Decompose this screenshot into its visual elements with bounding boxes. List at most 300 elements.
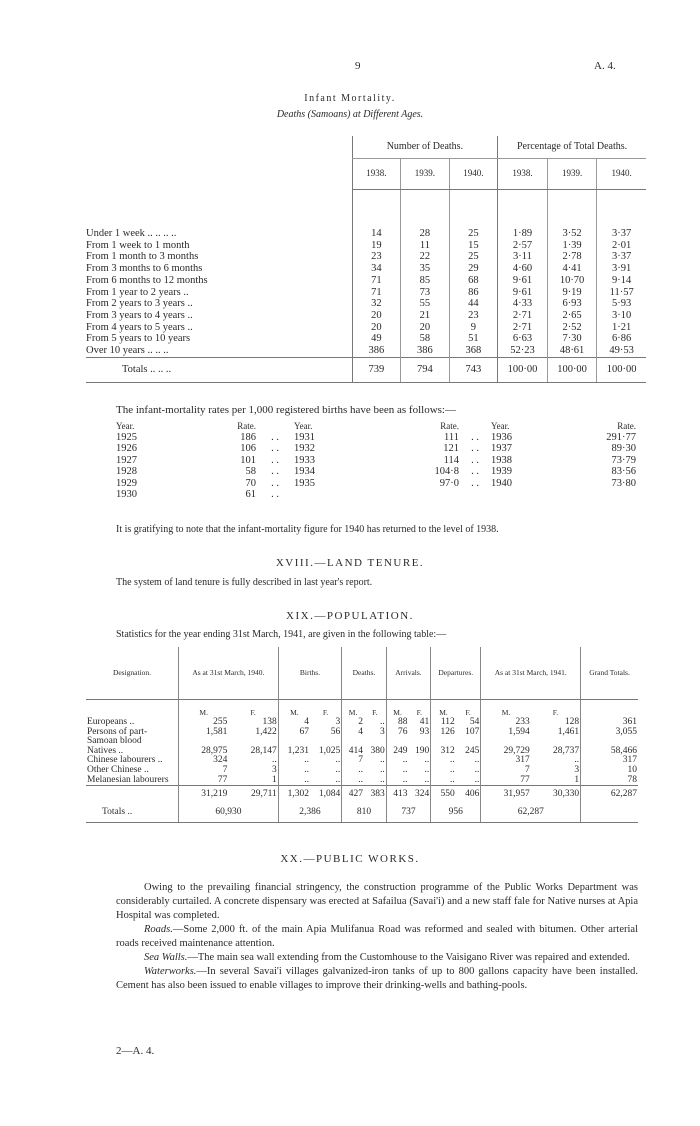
infant-mortality-subheading: Deaths (Samoans) at Different Ages. [276,109,424,120]
rate-row [116,489,636,500]
sum-cell: 427 [342,786,364,805]
population-cell: 1,581 [179,728,229,738]
grand-total-cell: 2,386 [278,804,341,823]
rates-intro: The infant-mortality rates per 1,000 registered births have been as follows:— [116,404,456,416]
population-cell: 1,025 [318,745,341,756]
rate-year [491,489,591,500]
male-header: M. [278,700,310,719]
rate-year: 1926 [116,443,137,455]
sum-cell: 383 [364,786,386,805]
value-cell: 1·21 [597,322,646,334]
population-cell: .. [335,755,341,766]
value-cell: 23 [449,310,498,322]
value-cell: 3·37 [597,228,646,240]
rate-value: 104·8 [434,466,459,478]
rate-row [116,432,636,443]
grand-total-cell: 810 [342,804,387,823]
value-cell: 11 [401,240,450,252]
rate-value: 58 [245,466,256,478]
population-cell: 54 [469,717,480,727]
value-cell: 386 [352,345,401,357]
total-cell: 743 [449,357,498,382]
rate-value: 114 [443,454,459,466]
value-cell: 2·71 [498,322,548,334]
sum-cell: 1,084 [310,786,342,805]
value-cell: 35 [401,263,450,275]
population-cell: .. [379,774,385,785]
population-row [86,776,638,786]
value-cell: 71 [352,287,401,299]
age-label: From 5 years to 10 years [86,333,191,345]
total-cell: 794 [401,357,450,382]
rate-value [404,489,459,500]
value-cell: 23 [352,251,401,263]
year-header: 1939. [401,159,450,190]
population-cell: 67 [278,728,310,738]
population-cell: .. [342,766,364,776]
population-cell: .. [335,774,341,785]
population-cell: 7 [342,756,364,766]
value-cell: 2·01 [597,240,646,252]
population-cell: 128 [564,717,580,727]
value-cell: 14 [352,228,401,240]
rate-value: 101 [240,454,256,466]
value-cell: 85 [401,275,450,287]
blank-cell [581,804,638,823]
population-cell: 4 [342,728,364,738]
population-header: As at 31st March, 1940. [179,647,279,700]
population-cell: .. [386,776,408,786]
population-cell: 361 [581,718,638,728]
population-cell: .. [278,756,310,766]
population-cell: 3 [335,717,341,727]
infant-totals-row [86,357,646,382]
age-row [86,310,646,322]
value-cell: 7·30 [547,333,597,345]
population-cell: 190 [414,745,430,756]
value-cell: 4·33 [498,298,548,310]
age-label: From 1 month to 3 months [86,251,199,263]
population-cell: 10 [581,766,638,776]
age-row [86,228,646,240]
population-cell: 317 [581,756,638,766]
age-label: From 3 years to 4 years .. [86,309,193,321]
population-table [86,647,638,823]
page-number: 9 [355,60,361,72]
rate-year [294,489,404,500]
total-cell: 100·00 [597,357,646,382]
sea-walls-lead: Sea Walls. [144,952,188,963]
population-cell: 3,055 [581,728,638,738]
value-cell: 49·53 [597,345,646,357]
population-cell: 107 [465,726,480,737]
value-cell: 3·52 [547,228,597,240]
col-rate-header: Rate. [237,421,256,431]
rate-value: 121 [443,443,459,455]
value-cell: 3·11 [498,251,548,263]
rate-dots: . . [471,432,479,443]
age-row [86,298,646,310]
percentage-group-header: Percentage of Total Deaths. [498,136,646,159]
value-cell: 368 [449,345,498,357]
population-cell: .. [379,717,385,727]
age-label: Over 10 years .. .. .. [86,345,169,357]
value-cell: 58 [401,333,450,345]
value-cell: 9 [449,322,498,334]
population-cell: .. [272,755,277,766]
rate-value [591,489,636,500]
rate-row [116,466,636,477]
population-heading: XIX.—POPULATION. [286,610,414,622]
sum-cell: 31,219 [179,786,229,805]
population-cell: .. [342,776,364,786]
population-cell: 77 [179,776,229,786]
sum-cell: 1,302 [278,786,310,805]
rate-dots: . . [271,443,279,455]
population-header: Arrivals. [386,647,431,700]
rate-value: 70 [245,477,256,489]
value-cell: 68 [449,275,498,287]
waterworks-lead: Waterworks. [144,966,197,977]
population-row [86,728,638,738]
value-cell: 386 [401,345,450,357]
population-header: Deaths. [342,647,387,700]
year-header: 1940. [449,159,498,190]
value-cell: 6·93 [547,298,597,310]
col-rate-header: Rate. [440,421,459,431]
population-totals-row [86,804,638,823]
rate-value: 89·30 [611,443,636,455]
population-cell: 78 [581,776,638,786]
designation-label: Natives .. [87,745,124,756]
value-cell: 48·61 [547,345,597,357]
rate-year: 1927 [116,454,137,466]
sea-walls-text: —The main sea wall extending from the Customhouse to the Vaisigano River was repaired and extended. [187,952,630,963]
value-cell: 52·23 [498,345,548,357]
roads-lead: Roads. [144,924,173,935]
land-tenure-heading: XVIII.—LAND TENURE. [275,557,425,569]
value-cell: 2·65 [547,310,597,322]
age-label: From 2 years to 3 years .. [86,298,193,310]
population-cell: .. [386,756,408,766]
rate-year: 1933 [294,454,315,466]
population-cell: 2 [342,718,364,728]
population-cell: 77 [481,776,531,786]
population-header: Grand Totals. [581,647,638,700]
value-cell: 28 [401,228,450,240]
population-intro: Statistics for the year ending 31st March, 1941, are given in the following table:— [116,629,447,640]
age-row [86,275,646,287]
age-row [86,251,646,263]
population-cell: 1,422 [255,726,277,737]
population-cell: 1 [272,774,277,785]
male-header: M. [342,700,364,719]
public-works-heading: XX.—PUBLIC WORKS. [280,853,420,865]
rates-note: It is gratifying to note that the infant-mortality figure for 1940 has returned to the level of 1938. [116,524,499,535]
designation-label: Europeans .. [87,717,135,727]
population-cell: .. [278,766,310,776]
value-cell: 49 [352,333,401,345]
page-reference: A. 4. [594,60,616,72]
rate-dots: . . [471,454,479,466]
age-row [86,263,646,275]
value-cell: 20 [401,322,450,334]
female-header: F. [250,708,256,718]
population-cell: .. [431,776,456,786]
age-label: From 3 months to 6 months [86,263,203,275]
population-cell: .. [474,764,480,775]
totals-label: Totals .. [86,804,179,823]
population-cell: .. [474,755,480,766]
population-cell: 249 [386,747,408,757]
infant-mortality-heading: Infant Mortality. [304,93,396,104]
value-cell: 51 [449,333,498,345]
rate-row [116,478,636,489]
population-cell: 28,737 [553,745,580,756]
sum-cell: 413 [386,786,408,805]
rate-dots: . . [271,466,279,478]
female-header: F. [465,708,471,718]
rate-year: 1937 [491,443,512,455]
grand-total-cell: 62,287 [481,804,581,823]
rate-year: 1936 [491,432,512,443]
population-header: As at 31st March, 1941. [481,647,581,700]
value-cell: 22 [401,251,450,263]
value-cell: 25 [449,251,498,263]
value-cell: 32 [352,298,401,310]
value-cell: 25 [449,228,498,240]
rate-dots: . . [271,432,279,443]
value-cell: 10·70 [547,275,597,287]
rate-value: 186 [240,432,256,443]
rate-year: 1939 [491,466,512,478]
population-cell: 28,975 [179,747,229,757]
sum-cell: 30,330 [531,786,581,805]
page-footer: 2—A. 4. [116,1045,155,1057]
age-row [86,333,646,345]
age-row [86,287,646,299]
population-cell: .. [574,755,580,766]
rate-row [116,443,636,454]
male-header: M. [481,700,531,719]
population-cell: 233 [481,718,531,728]
designation-label: Samoan blood [87,736,142,747]
year-header: 1938. [498,159,548,190]
population-cell: 56 [330,726,341,737]
age-row [86,240,646,252]
roads-text: —Some 2,000 ft. of the main Apia Mulifanua Road was reformed and sealed with bitumen. Other arterial roads received maintenance attention. [116,924,638,949]
rate-year: 1928 [116,466,137,478]
value-cell: 20 [352,310,401,322]
male-header: M. [179,700,229,719]
population-cell: 88 [386,718,408,728]
sum-cell: 31,957 [481,786,531,805]
population-cell: 1 [574,774,580,785]
col-year-header: Year. [294,421,313,431]
value-cell: 11·57 [597,287,646,299]
female-header: F. [552,708,559,718]
female-header: F. [372,708,378,718]
age-label: From 4 years to 5 years .. [86,321,193,333]
total-cell: 100·00 [547,357,597,382]
rate-value: 61 [245,489,256,501]
population-header: Births. [278,647,341,700]
rate-value: 73·80 [611,477,636,489]
rate-year: 1929 [116,477,137,489]
rate-value: 97·0 [439,477,459,489]
value-cell: 9·61 [498,275,548,287]
grand-total-cell: 737 [386,804,431,823]
population-cell: .. [386,766,408,776]
population-cell: .. [335,764,341,775]
designation-label: Other Chinese .. [87,764,149,775]
value-cell: 2·78 [547,251,597,263]
rate-year: 1930 [116,489,137,501]
rate-year: 1940 [491,477,512,489]
age-label: From 6 months to 12 months [86,274,208,286]
value-cell: 1·89 [498,228,548,240]
rate-value: 291·77 [606,432,636,443]
population-cell: 380 [370,745,385,756]
population-cell: .. [424,755,430,766]
population-cell: 126 [431,728,456,738]
population-cell: .. [379,764,385,775]
blank-cell [581,700,638,719]
population-cell: 3 [379,726,385,737]
value-cell: 4·41 [547,263,597,275]
female-header: F. [322,708,329,718]
works-paragraph: Owing to the prevailing financial stringency, the construction programme of the Public Works Department was considerably curtailed. A concrete dispensary was erected at Safailua (Savai'i) and a new staff fale for Native nurses at Apia Hospital was completed. [116,882,638,921]
rate-value: 73·79 [611,454,636,466]
rate-dots: . . [471,466,479,478]
population-cell: 4 [278,718,310,728]
value-cell: 1·39 [547,240,597,252]
population-cell: .. [431,756,456,766]
population-cell: 1,594 [481,728,531,738]
population-cell: 317 [481,756,531,766]
value-cell: 44 [449,298,498,310]
population-cell: 76 [386,728,408,738]
value-cell: 55 [401,298,450,310]
rate-dots: . . [471,477,479,489]
value-cell: 3·10 [597,310,646,322]
population-cell: 312 [431,747,456,757]
age-row [86,322,646,334]
rate-value: 111 [444,432,459,443]
land-tenure-text: The system of land tenure is fully described in last year's report. [116,577,373,588]
value-cell: 21 [401,310,450,322]
age-label: From 1 week to 1 month [86,239,190,251]
population-cell: 245 [465,745,480,756]
sum-cell: 324 [408,786,430,805]
rate-year: 1932 [294,443,315,455]
value-cell: 6·86 [597,333,646,345]
designation-label: Chinese labourers .. [87,755,163,766]
population-cell: 7 [481,766,531,776]
value-cell: 73 [401,287,450,299]
population-cell: 324 [179,756,229,766]
rate-dots: . . [271,477,279,489]
waterworks-text: —In several Savai'i villages galvanized-iron tanks of up to 800 gallons capacity have been installed. Cement has also been issued to enable villages to improve their drinking-wells and bathing-pools. [116,966,638,991]
rate-dots [459,489,491,500]
population-cell: 138 [262,717,277,727]
totals-label: Totals .. .. .. [86,357,352,382]
deaths-group-header: Number of Deaths. [352,136,498,159]
population-cell: 112 [431,718,456,728]
works-paragraph [116,965,638,993]
sum-cell: 550 [431,786,456,805]
rate-row [116,455,636,466]
infant-mortality-table [86,136,646,383]
population-cell: 41 [419,717,430,727]
value-cell: 2·52 [547,322,597,334]
value-cell: 4·60 [498,263,548,275]
value-cell: 34 [352,263,401,275]
year-header: 1939. [547,159,597,190]
population-cell: 58,466 [581,747,638,757]
rate-year: 1925 [116,432,137,443]
population-cell: .. [278,776,310,786]
population-cell: .. [474,774,480,785]
blank-cell [86,700,179,719]
age-label: Under 1 week .. .. .. .. [86,228,177,239]
value-cell: 3·91 [597,263,646,275]
population-cell: 255 [179,718,229,728]
value-cell: 86 [449,287,498,299]
col-year-header: Year. [116,421,135,431]
value-cell: 3·37 [597,251,646,263]
sum-cell: 406 [456,786,481,805]
rate-year: 1938 [491,454,512,466]
total-cell: 100·00 [498,357,548,382]
rate-value: 83·56 [611,466,636,478]
value-cell: 9·14 [597,275,646,287]
population-cell: 3 [272,764,277,775]
rate-year: 1934 [294,466,315,478]
population-cell: 28,147 [250,745,277,756]
value-cell: 15 [449,240,498,252]
population-cell: .. [379,755,385,766]
sum-cell: 29,711 [228,786,278,805]
rate-dots: . . [271,489,279,501]
public-works-body [116,881,638,993]
rate-dots: . . [471,443,479,455]
rate-year: 1935 [294,477,315,489]
population-cell: 29,729 [481,747,531,757]
value-cell: 9·19 [547,287,597,299]
population-cell: 414 [342,747,364,757]
value-cell: 19 [352,240,401,252]
designation-label: Melanesian labourers [87,774,169,785]
year-header: 1940. [597,159,646,190]
rate-year: 1931 [294,432,315,443]
value-cell: 5·93 [597,298,646,310]
population-header: Departures. [431,647,481,700]
sum-cell: 62,287 [581,786,638,805]
rate-value: 106 [240,443,256,455]
works-paragraph [116,951,638,965]
rates-table [116,420,636,500]
rate-dots: . . [271,454,279,466]
population-cell: 93 [419,726,430,737]
population-cell: .. [424,774,430,785]
year-header-row [86,159,646,190]
grand-total-cell: 60,930 [179,804,279,823]
year-header: 1938. [352,159,401,190]
value-cell: 20 [352,322,401,334]
male-header: M. [386,700,408,719]
age-row [86,345,646,357]
